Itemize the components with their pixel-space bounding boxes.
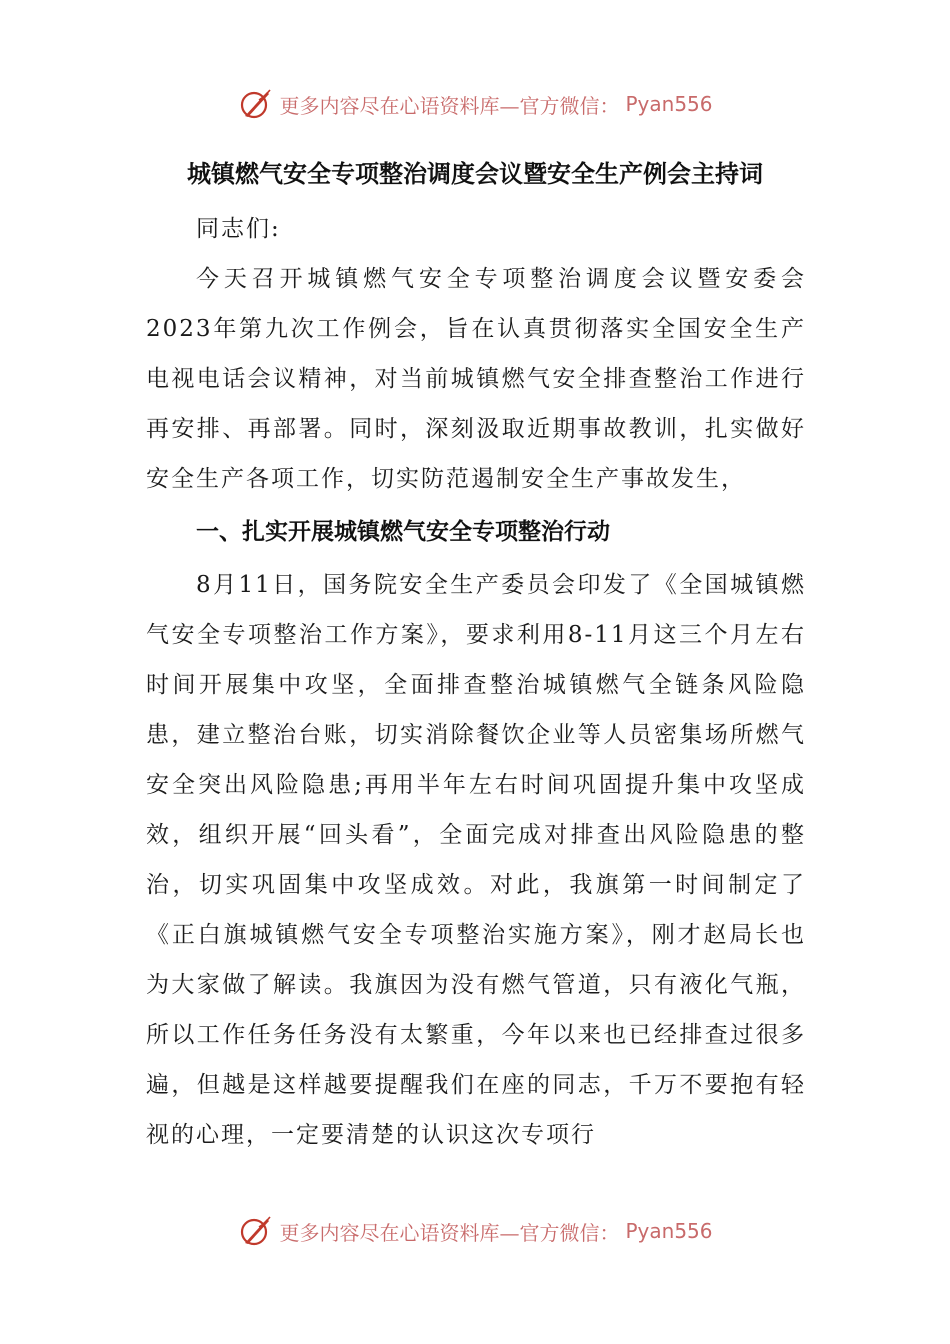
quill-pen-circle-icon: [237, 1213, 273, 1249]
section-heading-1: 一、扎实开展城镇燃气安全专项整治行动: [196, 519, 610, 545]
watermark-wechat-id: Pyan556: [625, 1219, 713, 1243]
footer-watermark: [0, 1211, 950, 1251]
watermark-text: 更多内容尽在心语资料库—官方微信：: [279, 93, 620, 118]
quill-pen-circle-icon: [237, 86, 273, 122]
paragraph-section-1: 8月11日，国务院安全生产委员会印发了《全国城镇燃气安全专项整治工作方案》，要求利用8-11月这三个月左右时间开展集中攻坚，全面排查整治城镇燃气全链条风险隐患，建立整治台账，切实消除餐饮企业等人员密集场所燃气安全突出风险隐患;再用半年左右时间巩固提升集中攻坚成效，组织开展“回头看”，全面完成对排查出风险隐患的整治，切实巩固集中攻坚成效。对此，我旗第一时间制定了《正白旗城镇燃气安全专项整治实施方案》，刚才赵局长也为大家做了解读。我旗因为没有燃气管道，只有液化气瓶，所以工作任务任务没有太繁重，今年以来也已经排查过很多遍，但越是这样越要提醒我们在座的同志，千万不要抱有轻视的心理，一定要清楚的认识这次专项行: [146, 572, 806, 1148]
greeting: 同志们:: [196, 216, 281, 242]
header-watermark: [0, 84, 950, 124]
paragraph-intro: 今天召开城镇燃气安全专项整治调度会议暨安委会2023年第九次工作例会，旨在认真贯彻落实全国安全生产电视电话会议精神，对当前城镇燃气安全排查整治工作进行再安排、再部署。同时，深刻汲取近期事故教训，扎实做好安全生产各项工作，切实防范遏制安全生产事故发生，: [146, 266, 806, 492]
watermark-wechat-id: Pyan556: [625, 92, 713, 116]
watermark-text: 更多内容尽在心语资料库—官方微信：: [279, 1220, 620, 1245]
document-title: 城镇燃气安全专项整治调度会议暨安全生产例会主持词: [187, 160, 763, 188]
